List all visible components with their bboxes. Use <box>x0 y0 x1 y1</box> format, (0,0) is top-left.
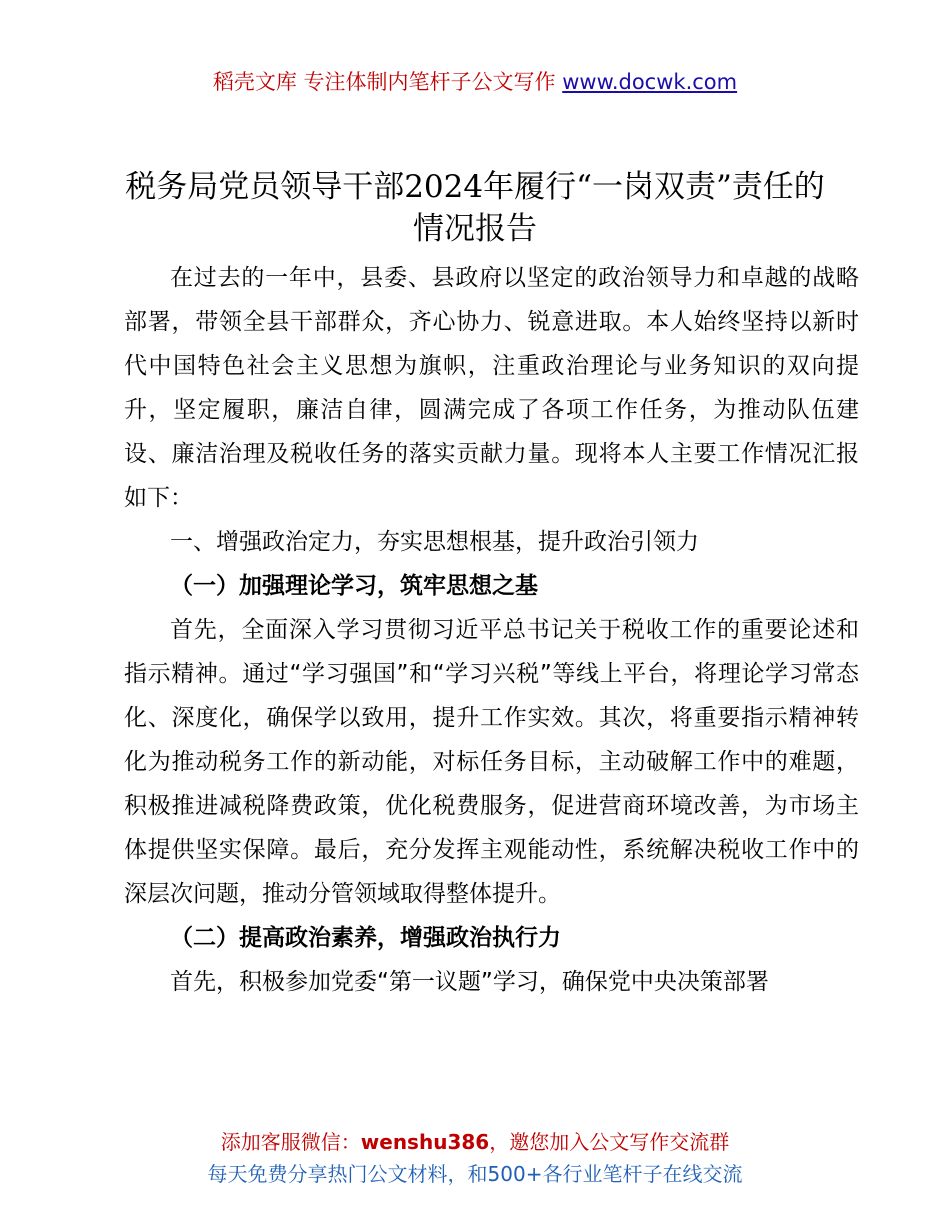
footer-prefix: 添加客服微信： <box>220 1130 361 1154</box>
document-body <box>124 256 859 1004</box>
body-paragraph-2: 首先，积极参加党委“第一议题”学习，确保党中央决策部署 <box>170 969 769 995</box>
brand-text: 稻壳文库 专注体制内笔杆子公文写作 <box>212 70 563 94</box>
footer-suffix: ，邀您加入公文写作交流群 <box>489 1130 730 1154</box>
wechat-id: wenshu386 <box>360 1130 490 1154</box>
subsection-heading-1: （一）加强理论学习，筑牢思想之基 <box>170 573 538 599</box>
body-paragraph-1: 首先，全面深入学习贯彻习近平总书记关于税收工作的重要论述和指示精神。通过“学习强国”和“学习兴税”等线上平台，将理论学习常态化、深度化，确保学以致用，提升工作实效。其次，将重要指示精神转化为推动税务工作的新动能，对标任务目标，主动破解工作中的难题，积极推进减税降费政策，优化税费服务，促进营商环境改善，为市场主体提供坚实保障。最后，充分发挥主观能动性，系统解决税收工作中的深层次问题，推动分管领域取得整体提升。 <box>124 617 859 907</box>
section-heading-1: 一、增强政治定力，夯实思想根基，提升政治引领力 <box>170 529 699 555</box>
subsection-heading-2: （二）提高政治素养，增强政治执行力 <box>170 925 561 951</box>
footer-line-1 <box>0 1126 950 1158</box>
footer-line-2: 每天免费分享热门公文材料，和500+各行业笔杆子在线交流 <box>207 1162 743 1186</box>
intro-paragraph: 在过去的一年中，县委、县政府以坚定的政治领导力和卓越的战略部署，带领全县干部群众，齐心协力、锐意进取。本人始终坚持以新时代中国特色社会主义思想为旗帜，注重政治理论与业务知识的双向提升，坚定履职，廉洁自律，圆满完成了各项工作任务，为推动队伍建设、廉洁治理及税收任务的落实贡献力量。现将本人主要工作情况汇报如下： <box>124 265 859 511</box>
promo-footer <box>0 1126 950 1190</box>
site-header <box>0 66 950 98</box>
document-title: 税务局党员领导干部2024年履行“一岗双责”责任的情况报告 <box>125 169 825 247</box>
site-link[interactable]: www.docwk.com <box>562 70 738 94</box>
